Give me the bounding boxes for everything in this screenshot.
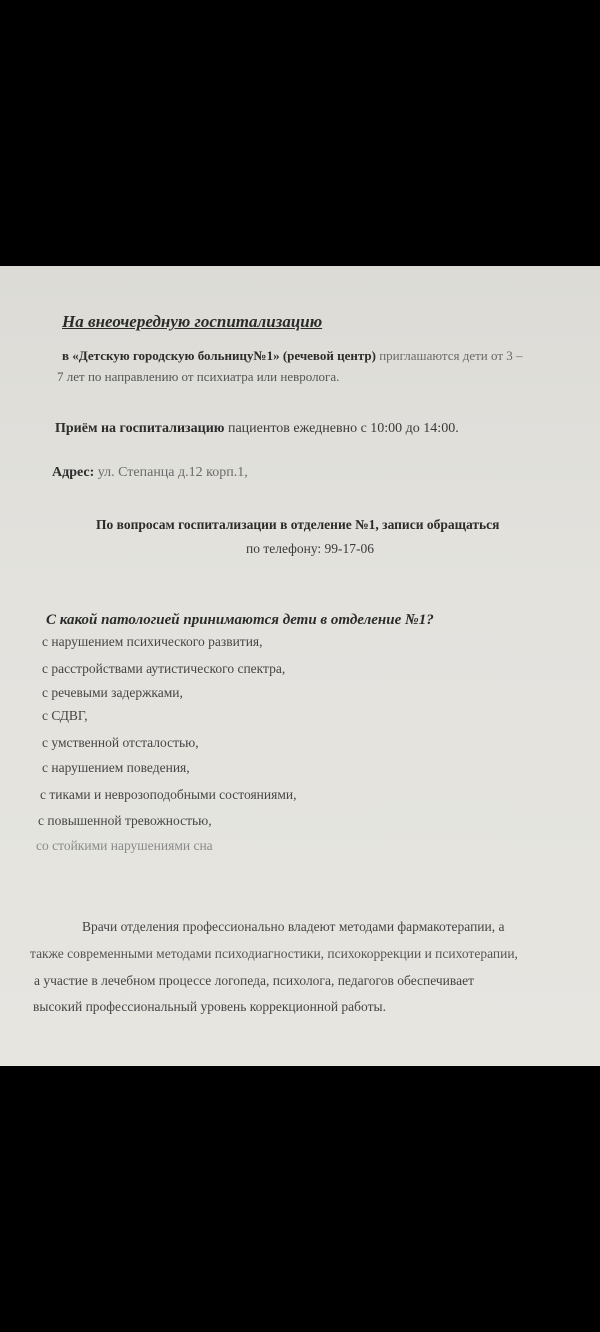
document-title: На внеочередную госпитализацию <box>62 312 323 331</box>
hospital-name: в «Детскую городскую больницу№1» (речевой центр) <box>62 348 376 363</box>
address <box>52 466 248 480</box>
address-text: ул. Степанца д.12 корп.1, <box>94 465 248 480</box>
closing-paragraph-line: также современными методами психодиагностики, психокоррекции и психотерапии, <box>30 946 518 961</box>
list-item: с речевыми задержками, <box>42 685 183 700</box>
list-item: с умственной отсталостью, <box>42 735 199 750</box>
reception-hours <box>55 422 459 436</box>
list-item: с нарушением поведения, <box>42 760 190 775</box>
document-page <box>0 266 600 1066</box>
closing-paragraph-line: а участие в лечебном процессе логопеда, психолога, педагогов обеспечивает <box>34 973 474 988</box>
pathologies-heading: С какой патологией принимаются дети в отделение №1? <box>46 612 434 628</box>
list-item: с повышенной тревожностью, <box>38 813 212 828</box>
intro-line-1 <box>62 349 523 362</box>
contact-info-line-1: По вопросам госпитализации в отделение №1, записи обращаться <box>96 517 500 532</box>
list-item: с тиками и неврозоподобными состояниями, <box>40 787 297 802</box>
address-label: Адрес: <box>52 465 95 480</box>
list-item: с нарушением психического развития, <box>42 634 263 649</box>
list-item: с расстройствами аутистического спектра, <box>42 661 286 676</box>
contact-phone: по телефону: 99-17-06 <box>246 541 375 556</box>
intro-line-2: 7 лет по направлению от психиатра или невролога. <box>57 369 340 384</box>
reception-label: Приём на госпитализацию <box>55 421 225 436</box>
closing-paragraph-line: высокий профессиональный уровень коррекционной работы. <box>33 999 386 1014</box>
list-item: со стойкими нарушениями сна <box>36 838 213 853</box>
list-item: с СДВГ, <box>42 708 88 723</box>
closing-paragraph-line: Врачи отделения профессионально владеют методами фармакотерапии, а <box>82 919 505 934</box>
reception-text: пациентов ежедневно с 10:00 до 14:00. <box>224 421 459 436</box>
intro-text: приглашаются дети от 3 – <box>375 348 523 363</box>
